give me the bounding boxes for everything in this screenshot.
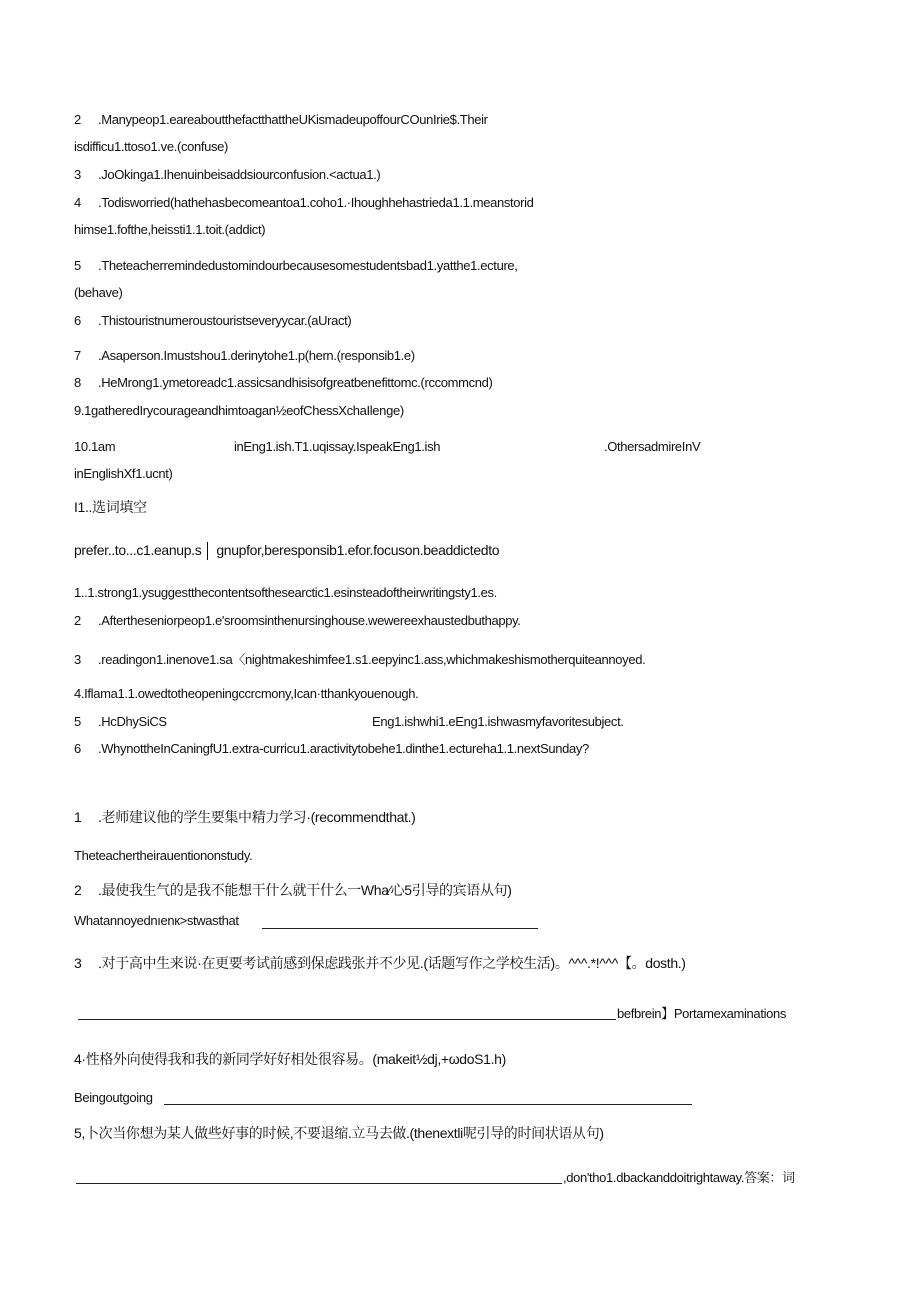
s3-question-4: 4·性格外向使得我和我的新同学好好相处很容易。(makeit½dj,+ωdoS1.h) — [74, 1051, 506, 1067]
section2-heading: I1..选词填空 — [74, 499, 147, 515]
s2-item-1: 1..1.strong1.ysuggestthecontentsofthesearctic1.esinsteadoftheirwritingsty1.es. — [74, 585, 497, 600]
s2-item-4: 4.Iflama1.1.owedtotheopeningccrcmony,Ican·tthankyouenough. — [74, 686, 419, 701]
s1-item-2-cont: isdifficu1.ttoso1.ve.(confuse) — [74, 139, 229, 154]
s1-item-4-cont: himse1.fofthe,heissti1.1.toit.(addict) — [74, 222, 266, 237]
s3-answer-4: Beingoutgoing — [74, 1090, 153, 1105]
s3-question-3: 3 .对于高中生来说·在更要考试前感到保虑践张并不少见.(话题写作之学校生活)。^^^.*!^^^【。dosth.) — [74, 955, 686, 971]
s2-item-5: 5 .HcDhySiCS — [74, 714, 167, 729]
s3-answer-2-blank[interactable] — [262, 928, 538, 929]
s1-item-5: 5 .Theteacherremindedustomindourbecausesomestudentsbad1.yatthe1.ecture, — [74, 258, 518, 273]
s3-answer-5-blank[interactable] — [76, 1183, 562, 1184]
s1-item-9: 9.1gatheredIrycourageandhimtoagan½eofChessXchaIlenge) — [74, 403, 404, 418]
s1-item-7: 7 .Asaperson.Imustshou1.derinytohe1.p(hern.(responsib1.e) — [74, 348, 415, 363]
word-box — [74, 542, 499, 560]
word-box-right: gnupfor,beresponsib1.efor.focuson.beaddictedto — [216, 542, 500, 558]
s3-answer-5: ,don'tho1.dbackanddoitrightaway.答案：词 — [563, 1170, 795, 1185]
s2-item-5-right: Eng1.ishwhi1.eEng1.ishwasmyfavoritesubject. — [372, 714, 624, 729]
s3-answer-1: Theteachertheirauentiononstudy. — [74, 848, 253, 863]
s2-item-3: 3 .readingon1.inenove1.sa〈nightmakeshimfee1.s1.eepyinc1.ass,whichmakeshismotherquiteannoyed. — [74, 652, 646, 667]
s1-item-10-cont: inEnglishXf1.ucnt) — [74, 466, 173, 481]
s1-item-4: 4 .Todisworried(hathehasbecomeantoa1.coho1.·Ihoughhehastrieda1.1.meanstorid — [74, 195, 534, 210]
s3-question-2: 2 .最使我生气的是我不能想干什么就干什么一Wha⁄心5引导的宾语从句) — [74, 882, 512, 898]
s3-answer-3-blank[interactable] — [78, 1019, 616, 1020]
s1-item-3: 3 .JoOkinga1.Ihenuinbeisaddsiourconfusion.<actua1.) — [74, 167, 381, 182]
s3-question-1: 1 .老师建议他的学生要集中精力学习·(recommendthat.) — [74, 809, 416, 825]
s2-item-2: 2 .Aftertheseniorpeop1.e'sroomsinthenursinghouse.wewereexhaustedbuthappy. — [74, 613, 521, 628]
s1-item-8: 8 .HeMrong1.ymetoreadc1.assicsandhisisofgreatbenefittomc.(rccommcnd) — [74, 375, 493, 390]
s1-item-2: 2 .Manypeop1.eareaboutthefactthattheUKismadeupoffourCOunIrie$.Their — [74, 112, 488, 127]
s1-item-10: 10.1am — [74, 439, 116, 454]
s3-answer-2: Whatannoyednıenк>stwasthat — [74, 913, 239, 928]
word-box-divider — [207, 542, 208, 560]
s3-question-5: 5,卜次当你想为某人做些好事的时候,不要退缩.立马去做.(thenextli呢引导的时间状语从句) — [74, 1125, 604, 1141]
s1-item-6: 6 .Thistouristnumeroustouristseveryycar.(aUract) — [74, 313, 352, 328]
s1-item-5-cont: (behave) — [74, 285, 123, 300]
s3-answer-3: befbrein】Portamexaminations — [617, 1006, 787, 1021]
s1-item-10-right: .OthersadmireInV — [604, 439, 701, 454]
s1-item-10-mid: inEng1.ish.T1.uqissay.IspeakEng1.ish — [234, 439, 441, 454]
s3-answer-4-blank[interactable] — [164, 1104, 692, 1105]
word-box-left: prefer..to...c1.eanup.s — [74, 542, 202, 558]
s2-item-6: 6 .WhynottheInCaningfU1.extra-curricu1.aractivitytobehe1.dinthe1.ectureha1.1.nextSunday? — [74, 741, 589, 756]
